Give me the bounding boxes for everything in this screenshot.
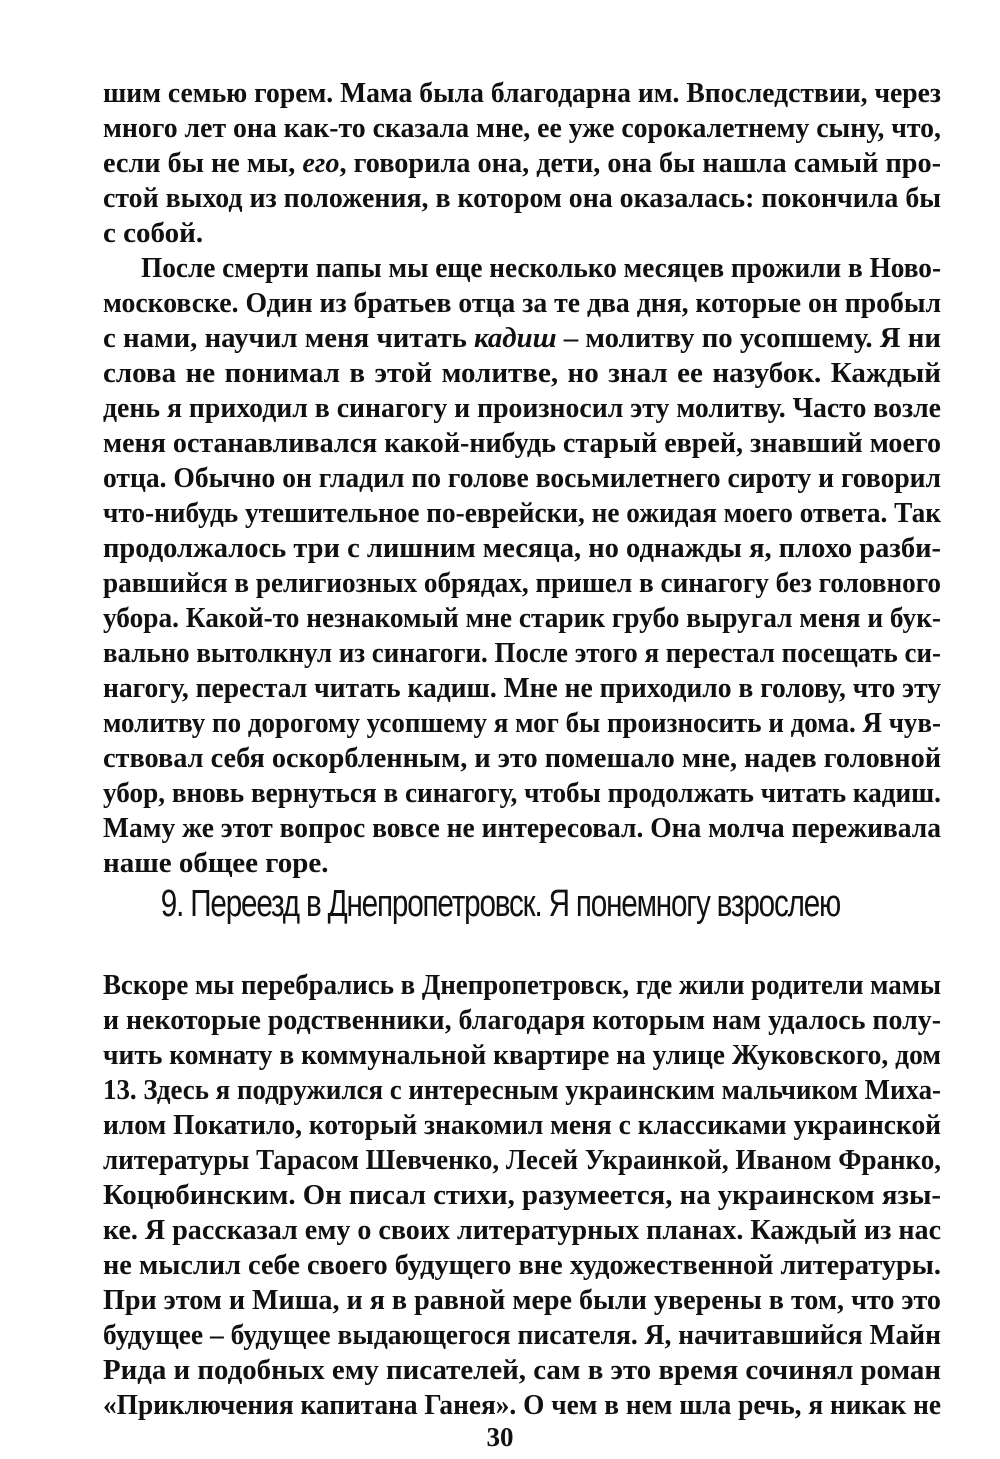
text-line: слова не понимал в этой молитве, но знал ее назубок. Каждый [103, 357, 941, 389]
text-segment: , говорила она, дети, она бы нашла самый про- [339, 147, 942, 179]
text-line [103, 143, 941, 183]
text-line: илом Покатило, который знакомил меня с классиками украинской [103, 1109, 942, 1141]
text-segment: – молитву по усопшему. Я ни [563, 322, 941, 354]
text-line: При этом и Миша, и я в равной мере были уверены в том, что это [103, 1284, 941, 1316]
text-line: Вскоре мы перебрались в Днепропетровск, где жили родители мамы [103, 969, 941, 1001]
text-line: ке. Я рассказал ему о своих литературных планах. Каждый из нас [103, 1214, 942, 1246]
text-line: После смерти папы мы еще несколько месяцев прожили в Ново- [141, 252, 942, 284]
text-line: убор, вновь вернуться в синагогу, чтобы продолжать читать кадиш. [103, 777, 941, 809]
text-line: стой выход из положения, в котором она оказалась: покончила бы [103, 182, 942, 214]
text-line: и некоторые родственники, благодаря которым нам удалось полу- [103, 1004, 942, 1036]
page-number: 30 [486, 1422, 514, 1452]
italic-word: кадиш [474, 322, 557, 354]
text-line: «Приключения капитана Ганея». О чем в нем шла речь, я никак не [103, 1389, 941, 1421]
text-line: нагогу, перестал читать кадиш. Мне не приходило в голову, что эту [103, 672, 942, 704]
text-line: отца. Обычно он гладил по голове восьмилетнего сироту и говорил [103, 462, 942, 494]
text-line: будущее – будущее выдающегося писателя. Я, начитавшийся Майн [103, 1319, 941, 1351]
chapter-heading-text: 9. Переезд в Днепропетровск. Я понемногу взрослею [160, 883, 840, 925]
italic-word: его [302, 147, 340, 179]
text-line: Рида и подобных ему писателей, сам в это время сочинял роман [103, 1354, 941, 1386]
text-line: шим семью горем. Мама была благодарна им. Впоследствии, через [103, 77, 941, 109]
text-line: Маму же этот вопрос вовсе не интересовал. Она молча переживала [103, 812, 941, 844]
text-line: много лет она как-то сказала мне, ее уже сорокалетнему сыну, что, [103, 112, 941, 144]
text-line: литературы Тарасом Шевченко, Лесей Украинкой, Иваном Франко, [103, 1144, 942, 1176]
text-segment: с нами, научил меня читать [103, 322, 467, 354]
text-line: с собой. [103, 217, 204, 249]
text-line: 13. Здесь я подружился с интересным украинским мальчиком Миха- [103, 1074, 941, 1106]
text-segment: если бы не мы, [103, 147, 296, 179]
text-line: молитву по дорогому усопшему я мог бы произносить и дома. Я чув- [103, 707, 941, 739]
text-line: наше общее горе. [103, 847, 329, 879]
text-line: ствовал себя оскорбленным, и это помешало мне, надев головной [103, 742, 942, 774]
text-line: чить комнату в коммунальной квартире на улице Жуковского, дом [103, 1039, 942, 1071]
text-line: продолжалось три с лишним месяца, но однажды я, плохо разби- [103, 532, 942, 564]
chapter-heading [0, 874, 1000, 934]
text-line: день я приходил в синагогу и произносил эту молитву. Часто возле [103, 392, 941, 424]
text-line: меня останавливался какой-нибудь старый еврей, знавший моего [103, 427, 941, 459]
text-line: что-нибудь утешительное по-еврейски, не ожидая моего ответа. Так [103, 497, 942, 529]
text-line: не мыслил себе своего будущего вне художественной литературы. [103, 1249, 941, 1281]
text-line [103, 318, 941, 358]
text-line: убора. Какой-то незнакомый мне старик грубо выругал меня и бук- [103, 602, 942, 634]
text-line: московске. Один из братьев отца за те два дня, которые он пробыл [103, 287, 941, 319]
text-line: Коцюбинским. Он писал стихи, разумеется, на украинском язы- [103, 1179, 942, 1211]
text-line: вально вытолкнул из синагоги. После этого я перестал посещать си- [103, 637, 941, 669]
text-line: равшийся в религиозных обрядах, пришел в синагогу без головного [103, 567, 942, 599]
